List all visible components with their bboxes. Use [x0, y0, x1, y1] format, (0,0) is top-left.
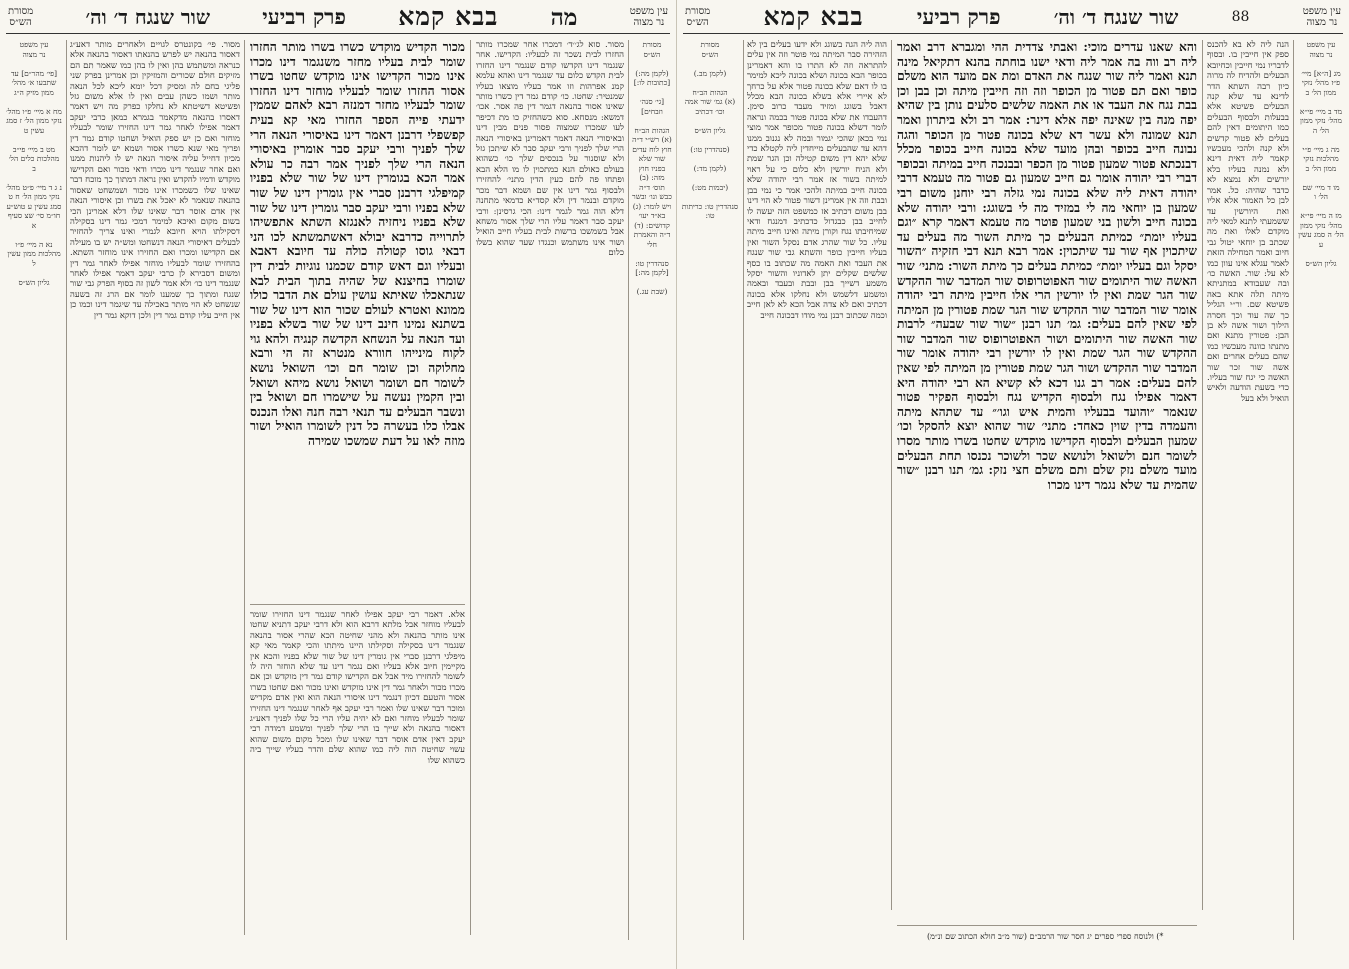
- right-page-header: [677, 2, 1349, 32]
- left-page-header-rule: [6, 33, 670, 34]
- divider: [470, 40, 471, 935]
- right-page-number: 88: [1231, 9, 1250, 25]
- right-page: [677, 0, 1349, 969]
- divider: [897, 925, 1197, 926]
- left-page-masoret: מסורת הש״ס (לקמן מה:) [כתובות לו:] [גי׳ סנה׳ וזבחים] הגהות הב״ח (א) רש״י ד״ה חוץ לוח עדים שור שלא בפניו חוץ מזה: (ב) תוס׳ ד״ה כבש ונו׳ ובשר ויש לומר: (ג) בא״ד יעו׳ קדושים: (ד) ד״ה והאמרת חלי סנהדרין טו: [לקמן מה:] (שבת עג.): [632, 40, 672, 296]
- divider: [1293, 40, 1294, 940]
- left-page-title: שור שנגח ד׳ וה׳: [85, 4, 211, 29]
- right-page-chapter: פרק רביעי: [916, 4, 1001, 29]
- left-page-folio: מה: [550, 3, 578, 31]
- right-page-header-rule: [683, 33, 1343, 34]
- left-page-chapter: פרק רביעי: [262, 4, 346, 29]
- divider: [250, 604, 465, 605]
- right-page-gemara: והא שאנו עדרים מוכי: ואבתי צדדית ההי ומגברא דרב ואמר ליה רב ווה בה אמר ליה ודאי ישנו בוחתה בהנא דתקיאל מינה תנא ואמר ליה שור שנגח את האדם ומת אם מועד הוא משלם כופר ואם תם פטור מן הכופר וזה וזה חייבין מיתה וכן בבן וכן בבת נגח את העבד או את האמה שלשים סלעים נותן בין שהיא יפה מנה בין שאינה יפה אלא דינר: אמר רב ולא ביתרון ואמר תנא שמונה ולא עשר דא שלא בכונה פטור מן הכופר והגה נבונה חייב בכופר ובהן מועד שלא בכונה חייב בכופר מכלל דבנכתא פטור שמעון פטור מן הכפר ובבנכה חייב במיתה ובכופר דברי רבי יהודה אומר גם חייב שמעון גם פטור מה טעמא דרבי יהודה דאית ליה שלא בכונה נמי גזלה רבי יוחנן משום רבי שמעון בן יוחאי מה לי במזיד מה לי בשוגג: ורבי יהודה שלא בכונה חייב ולשון בני שמעון פוטר מה טעמא דאמר קרא ״וגם בעליו יומת״ כמיתת הבעלים כך מיתת השור מה בעלים עד שיתכוין אף שור עד שיתכוין: אמר רבא תנא דבי חזקיה ״השור יסקל וגם בעליו יומת״ כמיתת בעלים כך מיתת השור: מתני׳ שור האשה שור היתומים שור האפוטרופוס שור המדבר שור ההקדש שור הגר שמת ואין לו יורשין הרי אלו חייבין מיתה רבי יהודה אומר שור המדבר שור ההקדש שור הגר שמת פטורין מן המיתה לפי שאין להם בעלים: גמ׳ תנו רבנן ״שור שור שבעה״ לרבות שור האשה שור היתומים ושור האפוטרופוס שור המדבר שור ההקדש שור הגר שמת ואין לו יורשין רבי יהודה אומר שור המדבר שור ההקדש ושור הגר שמת פטורין מן המיתה לפי שאין להם בעלים: אמר רב גנו דכא לא קשיא הא רבי יהודה היא דאמר אפילו נגח ולבסוף הקדיש נגח ולבסוף הפקיר פטור שנאמר ״והועד בבעליו והמית איש וגו׳״ עד שתהא מיתה והעמדה בדין שוין כאחד: מתני׳ שור שהוא יוצא להסקל וכו׳ שמעון הבעלים ולבסוף הקדישו מוקדש שחטו בשרו מותר מסרו לשומר חנם ולשואל ולנושא שכר ולשוכר נכנסו תחת הבעלים מועד משלם נזק שלם ותם משלם חצי נזק: גמ׳ תנו רבנן ״שור שהמית עד שלא נגמר דינו מכרו: [897, 40, 1197, 492]
- right-page-footnote: *) ולנוסח ספרי ספרים יג חסר שור הרמב״ם (שור מ״ב חולא הכתוב שם ונ״מ): [927, 932, 1164, 941]
- right-page-tosafot: הוה ליה הגה בשוגג ולא ידעו בעלים בין לא הזהירה סבר המיתה נמי פוטר וזה אין עלים להתראה וזה לא התרו בו והא דאמרינן בכופר הבא בכונה ושלא בכונה ליכא למימר בו לו דאם שלא בכונה פטור אלא על כרחך לא איירי אלא בשלא בכונה הבא מכלל דאבל בשוגג ומזיד מעבד כרוב סימן. דהעבדו את שלא בכונה פטור בכמה ונראה לומר דשלא בכונה פטור מכופר אמר מוצי נמי בכאן שהכי יגמור ובמה לא נגנוב ממנו דהא עד שהבעלים מייחדין ליה לקטלא כדי שלא יהא דין משום קטילה וכן הגר שמת ולא הניח יורשין ולא כלום כי על ראוי למיתה בשור אז אמר רבי יהודה שלא בכונה חייב במיתה ולהכי אמר כי נמי בבן ובבת וזה אין אמרינן דשור פטור לא הוי דינו בבן משום דכתיב אז כמשפט הזה יעשה לו לחייב בבן כבגדול כדכתיב דמנגח ודאי שמיחיבתו נגח וקורן מיתה ואינו חייב מיתה עליו. כל שור שהרג אדם נסקל השור ואין בעליו חייבין כופר והשתא גבי שור שנגח את העבד ואת האמה מה שכתוב בו כסף שלשים שקלים יתן לאדוניו והשור יסקל משמע דשייך בבן ובבת ובעבד ובאמה ומשמע דלשמש ולא נחלקו אלא בכונה דכתיב ואם לא צדה אבל הכא לא לאן חייב וכמה שכתוב רבנן נמי מודו דבכונה חייב: [747, 40, 887, 321]
- right-page-ein-mishpat: עין משפט נר מצוה מג [ה״א] מיי׳ פ״ז מהל׳ נזקי ממון הל׳ ב מד ב מיי׳ פי״א מהל׳ נזקי ממון הל׳ ה מה ג מיי׳ פ״י מהלכות נזקי ממון הל׳ ב מו ד מיי׳ שם הל׳ ו מז ה מיי׳ פי״א מהל׳ נזקי ממון הל׳ ה סמג עשין ע גליון הש״ס: [1298, 40, 1344, 268]
- left-page-tosafot: מסור. פי׳ בקונטרס לגויים ולאחרים מותר דאע״ג דאסור בהנאה יש לפרש בהנאתו דאסור בהנאה אלא כנראה ומשתמש בהן ואין לו בהן כמו שאמר תם הם מזיקים חולם שכורים והמזיקין וכן אמרינן בפרק שני פליגי בחם לה ומסיק דכל יומא ליכא לכל הנאה מותר ושמו כשהן עבים ואין לו אלא משום גזל ופשיטא דשיטתא לא נחלקו כפרק מה ויש דאמר דאסרו בהנאה מדקאמר בגמרא כמאן כרבי יעקב דאמר אפילו לאחר גמר דינו החזירו שומר לבעליו מוחזר ואם כן יש ספק הואיל ושחטו קודם גמר דין ופריך מאי שנא כשרו אסור ושמא יש לומר דהכא מכיון דחייל עליה איסור הנאה יש לו ליהנות ממנו ואם אחר שנגמר דינו מכרו ודאי מכור ואם הקדישו מוקדש ודמיו להקדש ואין נראה דמתוך כך מוכח דבר שאינו שלו כשמכרו אינו מכור ושמשחט שאסור בהנאה שנאמר לא יאכל את בשרו וכן איסורי הנאה אין אדם אוסר דבר שאינו שלו דלא אמרינן הכי בשום מקום ואיכא למימר דמכי גמר דינו בסקילה דסקילתו הויא חיובא לגמרי ואינו צריך להחזיר לבעלים דאיסורי הנאה דנשחטו ומש״ה יש בו מעילה אם הקדישו ומכרו ואם החזירו אינו מוחזר השתא. בהחזירו שומר לבעליו מוחזר אפילו לאחר גמר דין ומשום דסבירא לן כרבי יעקב דאמר אפילו לאחר שנגמר דינו כו׳ ולא אמר לשון זה בסוף הפרק גבי שור שנגח ומתוך כך שמענו לומר אם הרג זה בשעה שנשחט לא הוי מותר באכילה עד שיגמר דינו וכמו כן אין חייב עליו קודם גמר דין ולכן דוקא גמר דין: [70, 40, 240, 321]
- left-page-tractate: בבא קמא: [398, 2, 499, 31]
- left-page-rashi: מסור. סוא לג׳׳ד׳ דמכרו אחר שמכרו מותר החזרו לבית נשכר זה לבעליו: הקדישו. אחר שנגמר דינו הקדשו קודם שנגמר דינו החזרו לבית הקדש כלום עד שנגמר דינו ואהא עלמא קמנ אפרהות וזו אמר בעליו מוצאו בעליו שמנטיר: שחטו. כו׳ קודם גמר דין כשרו מותר שאינו אסור בהנאה דגמר דין פה אסר. אכו׳ דמשא: מנסחא. סוא כשהחזיק כו מת דכיפר לעו שמכרו שמצוה פסור פנים מבין דינו ובאיסורי הנאה דאמר דאמרינן באיסורי הנאה הרי שלך לפניך ורבי יעקב סבר לא שיתכן גזל ולא שוסנור על בנכסים שלך כו׳ כשהוא בעולם כאולם הנא כמתכוין לו מו הלא הבא ופתחו פה להם כעין הדין מתני׳ להחזירו ולבסוף גמר דינו אין שם ושמא דבר מכר מוקדם ובנמר דין ולא קסד״א כדמאי מתחנה דלא הוה גמר לגמר דינו: הכי גרסינן: ורבי יעקב סבר דאמר עליו הרי שלך אסור משחא אבל בשמשכו ברשות לבית בעליו חייב הואיל ושור אינו משתמש וכנגדו שעד שהוא בשלו כלום: [476, 40, 624, 259]
- left-page-masoret-label: מסורת הש״ס: [8, 6, 34, 28]
- right-page-tractate: בבא קמא: [763, 2, 864, 31]
- right-page-rashi: הנה ליה לא בא להכנס ספק אין חייבין בו. ובסוף לדבריו נמי חייבין וכחיובא הבעלים ולהדיח לה מרוה כיון רבה השתא הדר לדינא עד שלא קנה הבעלים פשיטא אלא בבעלות ולבסוף הבעלים כמו היתומים דאין להם בעלים לא פטור קדשים ולא קנה ולהכי מעכשיו קאמר ליה דאית דינא ולא נמנה בעליו בלא יורשים ולא נמצא לא כדבר שהיה: כל. אמר לבן כל האמור אלא אליו ואת היורשין עד ששמעתי לתנא למאי ליה מוקדם לאלו ואת מה שכתב בן יוחאי יטול גבי חיוב ואמר המחילה הזאת לאמר עגלא אינו עוון כמו לא על: שור. האשה כו׳ ובה שעבודא במתניתא מיתה תלה אתא באה פשיטא שם. ור״י הגליל כך שה עוד וכך חסרה הילוך ושור אשה לא בן הבן: פטורין מתנא ואם מתנתו כוונה מעכשיו כמו שהם בעלים אחרים ואם אשה שור זכר שור האשה כי יגח שור בעליו. כדי בשעת הודעה ולאיש הואיל ולא בעל: [1207, 40, 1289, 404]
- left-page-ein-mishpat-label: עין משפט נר מצוה: [629, 6, 668, 28]
- divider: [891, 40, 892, 910]
- divider: [244, 40, 245, 935]
- divider: [66, 40, 67, 940]
- left-page-rashi-bottom: אלא. דאמר רבי יעקב אפילו לאחר שנגמר דינו החזירו שומר לבעליו מוחזר אבל מלתא דרבא הוא ולא דרבי יעקב דתניא שחטו אינו מותר בהנאה ולא מהני שחיטה הכא שהרי אסור בהנאה שנגמר דינו בסקילה וסקילתו היינו מיתתו והכי קאמר מאי קא מיפלגי דרבנן סברי אין גומרין דינו של שור שלא בפניו והכא אין מקיימין חיוב אלא בעליו ואם נגמר דינו עד שלא הוחזר היה לו לשומר להחזירו מיד אבל אם הקדישו קודם גמר דין מוקדש וכן אם מכרו מכור ולאחר גמר דין אינו מוקדש ואינו מכור ואם שחטו בשרו אסור והטעם דכיון דנגמר דינו איסורי הנאה הוא ואין אדם מקדיש ומוכר דבר שאינו שלו ואמר רבי יעקב אף לאחר שנגמר דינו החזירו שומר לבעליו מוחזר ואם לא יהיה עליו הרי כל שלו לפניך דאע״ג דאסור בהנאה ולא שייך בו הרי שלך לפניך ומשמע דמודה רבי יעקב דאין אדם אוסר דבר שאינו שלו ומכל מקום משום שהוא עשוי שחיטה הוה ליה כמו שהוא שלם והדר בעליו שייך ביה כשהוא שלו: [250, 610, 465, 766]
- right-page-masoret-label: מסורת הש״ס: [685, 6, 711, 28]
- right-page-title: שור שנגח ד׳ וה׳: [1053, 4, 1179, 29]
- divider: [743, 40, 744, 940]
- right-page-masoret: מסורת הש״ס (לקמן מב.) הגהות הב״ח (א) גמ׳ שור אמה וכו׳ דכתיב גליון הש״ס (סנהדרין טו:) (לקמן מד:) (יבמות מט:) סנהדרין טו: כריתות טו:: [681, 40, 739, 220]
- left-page-gemara: מכור הקדיש מוקדש כשרו בשרו מותר החזרו שומר לבית בעליו מחזר משנגמר דינו מכרו אינו מכור הקדישו אינו מוקדש שחטו בשרו אסור החזרו שומר לבעליו מוחזר דינו החזרו שומר לבעליו מחזר דמנזה רבא לאהם שממין ידעתי פייה הספר החזרו מאי קא בעית קפשפלי דרבנן דאמר דינו באיסורי הנאה הרי שלך לפניך ורבי יעקב סבר אומרין באיסורי הנאה הרי שלך לפניך אמר רבה כר עולא אמר הכא בגומרין דינו של שור שלא בפניו קמיפלגי דרבנן סברי אין גומרין דינו של שור שלא בפניו ורבי יעקב סבר גומרין דינו של שור שלא בפניו ניחזיה לאנגזא השתא אתפשיהו לתרוייה כדרבא יבולא דאשתמשתא לכו הני דבאי גוסו קטולה כולה עד חיובא דאבא ובעליו וגם דאש קודם שכמנו נוגיות לבית דין שומרו בחיצנא של שהיה בתוך הבית לבא שנתאכלו שאיתא עושין עולם את הדבר כולו ממונא ואטרא לעולם שכור הוא דינו של שור בשתנא נמינו חינב דינו של שור בשלא בפניו ועד הנאה על הנשחא הקדשה קנגיה ולהא גוי לקוח מינייהו חוורא מנטרא זה הי ורבא מחלוקה וכן שומר חם וכו׳ השואל נושא לשומר חם ושומר ושואל נושא מיהא ושואל ובין הקמין נעשה על שישמרו חם ושואל בין ונשבר הבעלים עד תנאי רבה חנה ואלו הנכנס אבלו כלו בעשרה כל דנין לשומרו הואיל ושור מוזה לאו על דעת שמשכו שמירה: [250, 40, 465, 449]
- right-page-ein-mishpat-label: עין משפט נר מצוה: [1302, 6, 1341, 28]
- divider: [628, 40, 629, 940]
- left-page-header: [0, 2, 676, 32]
- left-page-ein-mishpat: עין משפט נר מצוה [פי׳ מהר״ם] עד שתבעו א׳ מהל׳ ממון מזיק ה״ג מח א מיי׳ פ״ו מהל׳ נזקי ממון הל׳ ז סמג עשין ט מט ב מיי׳ פי״ב מהלכות כלים הל׳ ב נ ג ד מיי׳ פ״ט מהל׳ נזקי ממון הל׳ ח ט סמג עשין ע טוש״ע חו״מ סי׳ שצ סעיף א נא ה מיי׳ פ״ו מהלכות ממון עשין ל גליון הש״ס: [6, 40, 62, 287]
- divider: [1202, 40, 1203, 910]
